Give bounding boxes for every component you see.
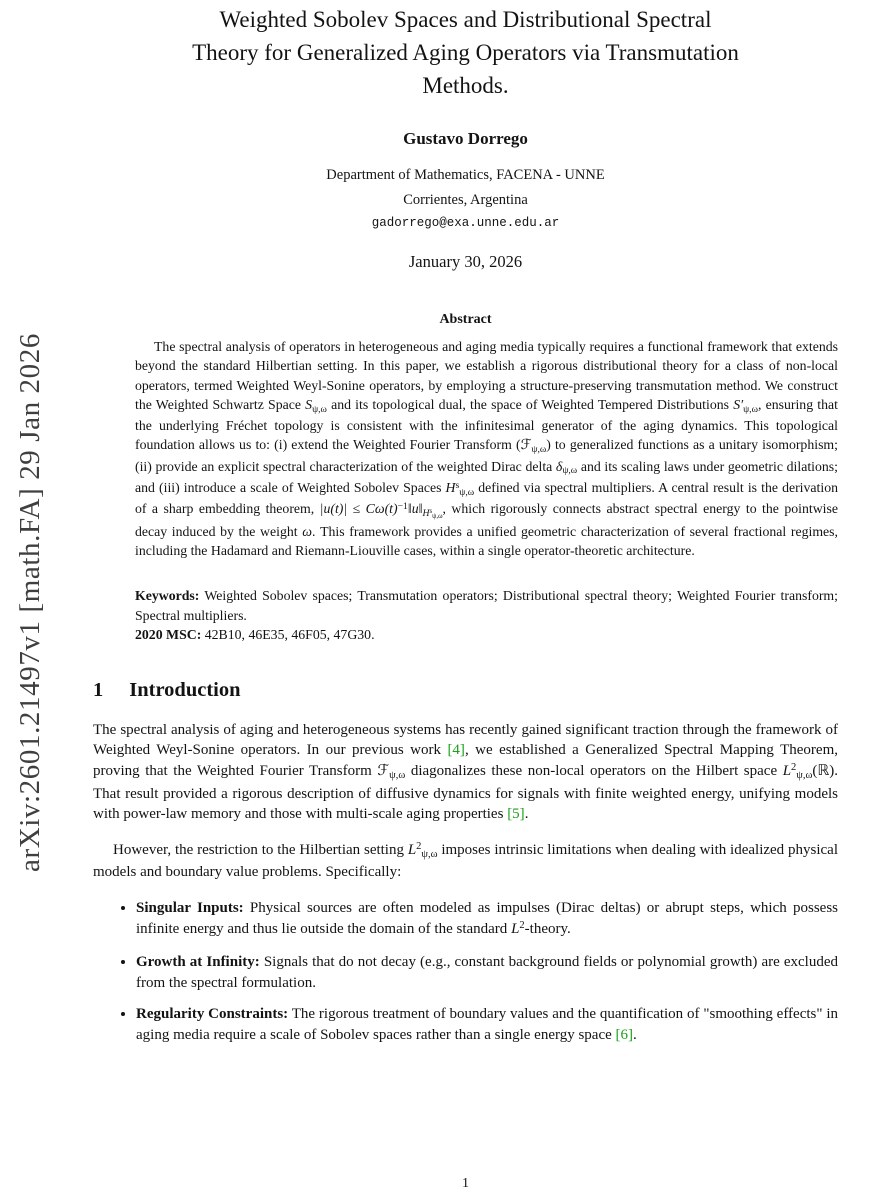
text-run: S [305,396,313,412]
abstract-heading: Abstract [439,312,492,327]
abstract-text: The spectral analysis of operators in heterogeneous and aging media typically requires a functional framework that extends beyond the standard Hilbertian setting. In this paper, we establish a rigorous distributional theory for a class of non-local operators, termed Weighted Weyl-Sonine operators, by employing a structure-preserving transmutation method. We construct the Weighted Schwartz Space Sψ,ω and its topological dual, the space of Weighted Tempered Distributions S′ψ,ω, ensuring that the underlying Fréchet topology is consistent with the infinitesimal generator of the aging dynamics. This topological foundation allows us to: (i) extend the Weighted Fourier Transform (ℱψ,ω) to generalized functions as a unitary isomorphism; (ii) provide an explicit spectral characterization of the weighted Dirac delta δψ,ω and its scaling laws under geometric dilations; and (iii) introduce a scale of Weighted Sobolev Spaces $H^s\psi,\omega$ defined via spectral multipliers. A central result is the derivation of a sharp embedding theorem, $|u(t)| \le C\omega(t)^{-1}‖u‖H^s\psi,\omega$, which rigorously connects abstract spectral energy to the pointwise decay induced by the weight ω. This framework provides a unified geometric characterization of several fractional regimes, including the Hadamard and Riemann-Liouville cases, within a single operator-theoretic architecture. [135,339,838,558]
author-email[interactable]: gadorrego@exa.unne.edu.ar [371,216,560,230]
text-run: H [445,480,456,496]
arxiv-watermark: arXiv:2601.21497v1 [math.FA] 29 Jan 2026 [14,333,46,872]
text-run: 2 [416,841,422,853]
text-run: ψ,ω [743,403,758,415]
text-run: L [782,762,792,779]
text-run: Regularity Constraints: [136,1006,289,1023]
paper-title [93,0,838,102]
paper-content [93,0,838,1056]
text-run: ‖u‖ [407,501,423,517]
affiliation-line-1: Department of Mathematics, FACENA - UNNE [326,167,605,183]
text-run: S′ [733,396,744,412]
text-run: ψ,ω [432,512,443,520]
text-run: s [455,479,460,491]
text-run: 2020 MSC: [135,627,202,643]
paper-date: January 30, 2026 [408,252,523,271]
text-run: L [407,841,417,858]
msc-line: 2020 MSC: 42B10, 46E35, 46F05, 47G30. [135,627,375,643]
section-title: Introduction [129,678,241,701]
bullet-item-singular-inputs: • Singular Inputs: Physical sources are often modeled as impulses (Dirac deltas) or abrupt steps, which possess infinite energy and thus lie outside the domain of the standard $L^2$-theory. [136,898,838,941]
citation-link[interactable]: [4] [447,742,465,759]
keywords-line: Keywords: Weighted Sobolev spaces; Transmutation operators; Distributional spectral theory; Weighted Fourier transform; Spectral multipliers. [135,588,838,623]
paper-title-line: Theory for Generalized Aging Operators via Transmutation [192,40,739,65]
text-run: H [422,508,430,520]
intro-bullet-list [93,898,838,1046]
text-run: L [511,920,520,937]
section-1-heading [93,679,838,702]
paper-title-line: Methods. [422,73,509,98]
affiliation-block [93,163,838,213]
text-run: 2 [519,919,525,931]
text-run: s [429,508,433,516]
text-run: ω [302,523,312,539]
text-run: ψ,ω [389,769,406,781]
text-run [423,508,443,519]
section-number: 1 [93,678,104,701]
text-run: Keywords: [135,588,200,604]
text-run: ψ,ω [459,486,475,498]
citation-link[interactable]: [6] [615,1026,634,1043]
text-run: Growth at Infinity: [136,954,260,971]
text-run: ψ,ω [312,403,327,415]
text-run: ψ,ω [531,444,547,456]
affiliation-line-2: Corrientes, Argentina [403,192,528,208]
text-run: |u(t)| ≤ Cω(t) [319,501,398,517]
citation-link[interactable]: [5] [507,806,525,823]
text-run: 2 [791,762,797,774]
text-run: ψ,ω [421,848,438,860]
text-run: ψ,ω [562,465,578,477]
text-run: δ [555,458,563,474]
intro-paragraph-2: However, the restriction to the Hilbertian setting $L^2\psi,\omega$ imposes intrinsic limitations when dealing with idealized physical models and boundary value problems. Specifically: [93,841,838,881]
intro-paragraph-1: The spectral analysis of aging and heterogeneous systems has recently gained significant traction through the framework of Weighted Weyl-Sonine operators. In our previous work [4], we established a Generalized Spectral Mapping Theorem, proving that the Weighted Fourier Transform ℱψ,ω diagonalizes these non-local operators on the Hilbert space $L^2\psi,\omega(ℝ)$. That result provided a rigorous description of diffusive dynamics for signals with finite weighted energy, unifying models with power-law memory and those with multi-scale aging properties [5]. [93,721,839,823]
text-run: ψ,ω [796,769,813,781]
paper-title-line: Weighted Sobolev Spaces and Distributional Spectral [219,7,712,32]
author-name: Gustavo Dorrego [403,129,528,148]
text-run: −1 [397,501,408,513]
bullet-item-growth-at-infinity: • Growth at Infinity: Signals that do not decay (e.g., constant background fields or polynomial growth) are excluded from the spectral formulation. [136,952,838,993]
text-run: Singular Inputs: [136,899,244,916]
bullet-item-regularity-constraints: • Regularity Constraints: The rigorous treatment of boundary values and the quantification of "smoothing effects" in aging media require a scale of Sobolev spaces rather than a single energy space [6]. [136,1004,838,1045]
keywords-block [135,586,838,645]
page-number: 1 [462,1176,469,1191]
